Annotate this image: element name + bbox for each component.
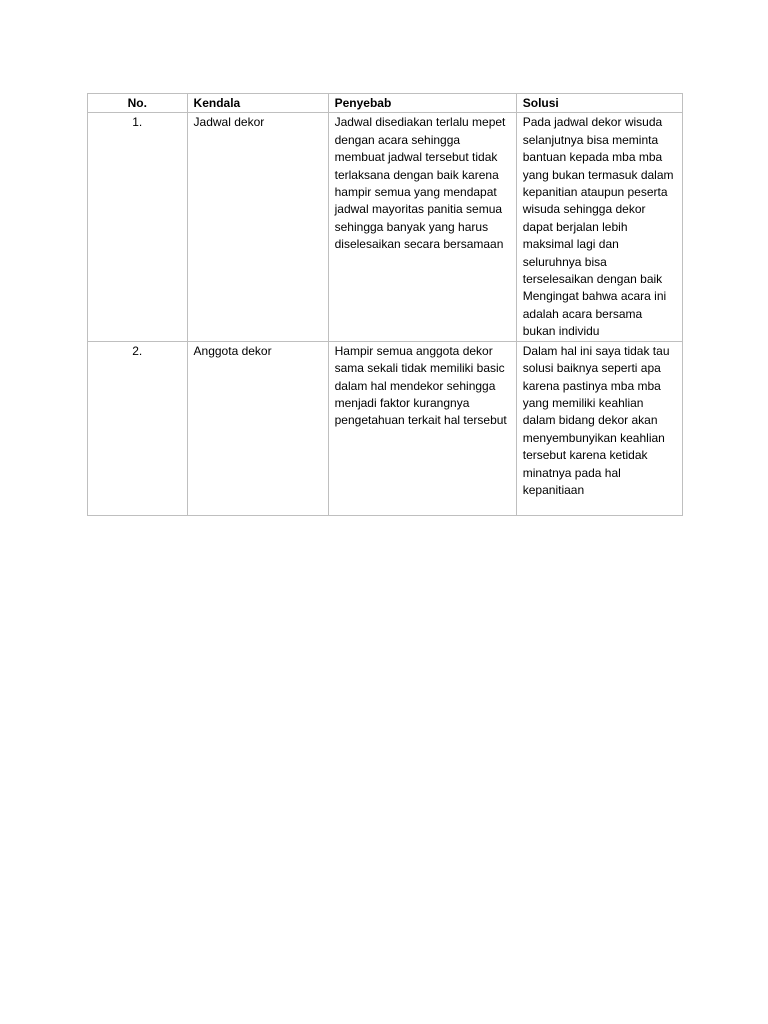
table-header-row bbox=[88, 94, 683, 113]
header-penyebab: Penyebab bbox=[328, 94, 516, 113]
cell-solusi: Dalam hal ini saya tidak tau solusi baiknya seperti apa karena pastinya mba mba yang memiliki keahlian dalam bidang dekor akan menyembunyikan keahlian tersebut karena ketidak minatnya pada hal kepanitiaan bbox=[516, 341, 682, 515]
cell-solusi: Pada jadwal dekor wisuda selanjutnya bisa meminta bantuan kepada mba mba yang bukan termasuk dalam kepanitian ataupun peserta wisuda sehingga dekor dapat berjalan lebih maksimal lagi dan seluruhnya bisa terselesaikan dengan baik Mengingat bahwa acara ini adalah acara bersama bukan individu bbox=[516, 113, 682, 341]
cell-no: 2. bbox=[88, 341, 188, 515]
cell-penyebab: Hampir semua anggota dekor sama sekali tidak memiliki basic dalam hal mendekor sehingga menjadi faktor kurangnya pengetahuan terkait hal tersebut bbox=[328, 341, 516, 515]
cell-kendala: Anggota dekor bbox=[187, 341, 328, 515]
cell-kendala: Jadwal dekor bbox=[187, 113, 328, 341]
cell-no: 1. bbox=[88, 113, 188, 341]
issues-table bbox=[87, 93, 683, 516]
cell-penyebab: Jadwal disediakan terlalu mepet dengan acara sehingga membuat jadwal tersebut tidak terlaksana dengan baik karena hampir semua yang mendapat jadwal mayoritas panitia semua sehingga banyak yang harus diselesaikan secara bersamaan bbox=[328, 113, 516, 341]
header-kendala: Kendala bbox=[187, 94, 328, 113]
table-row bbox=[88, 113, 683, 341]
header-no: No. bbox=[88, 94, 188, 113]
table-row bbox=[88, 341, 683, 515]
header-solusi: Solusi bbox=[516, 94, 682, 113]
